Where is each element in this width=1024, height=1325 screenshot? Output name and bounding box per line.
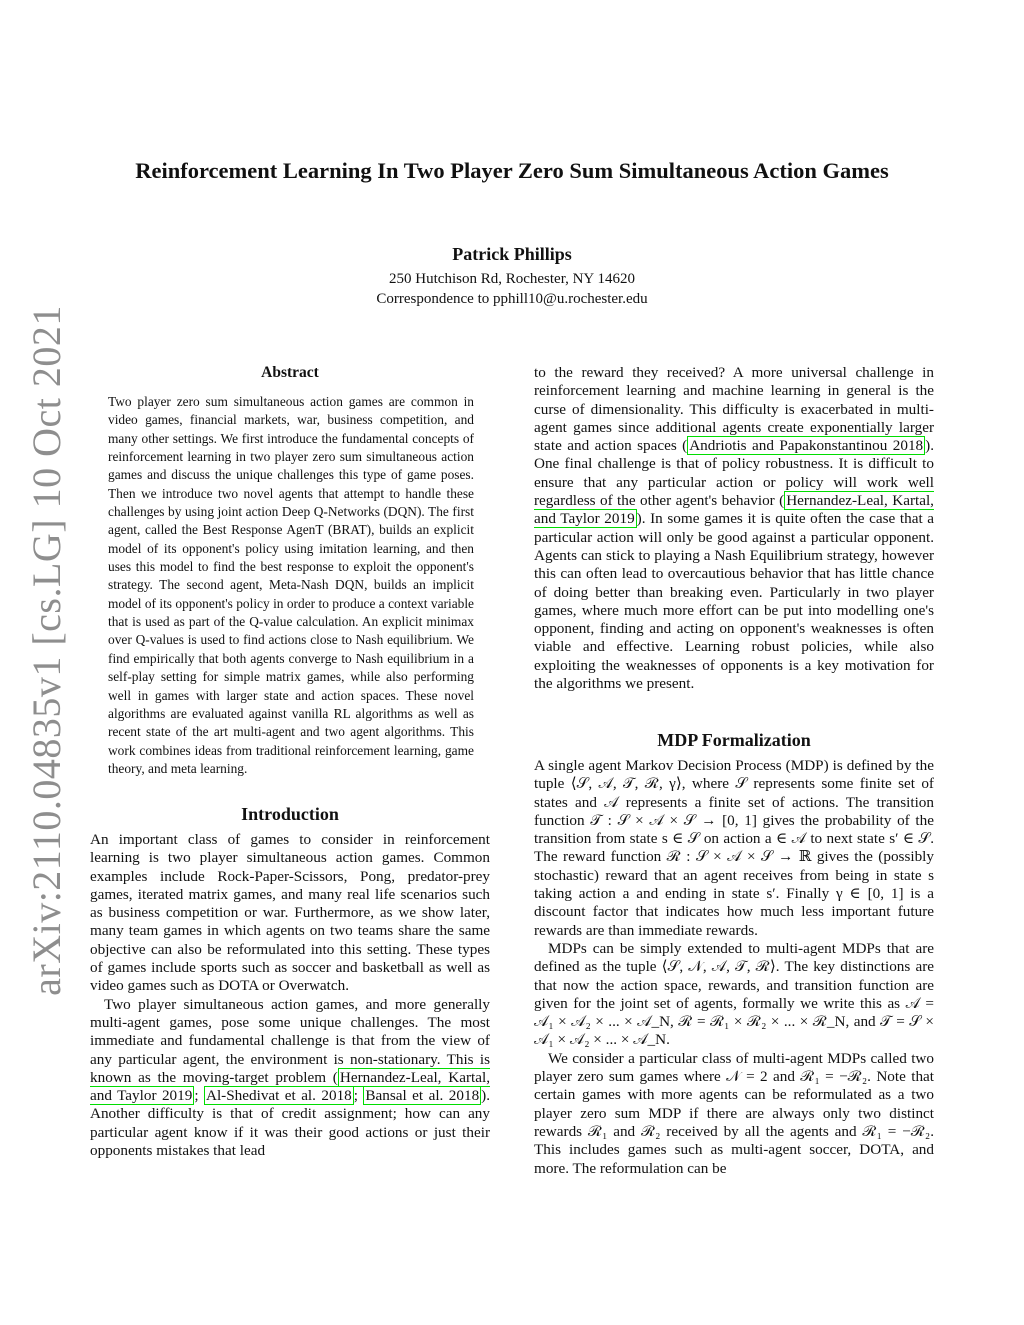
continued-text-b: ). One final challenge is that of policy robustness. It is difficult to ensure that any particular action or policy will work well regardless of the other agent's behavior ( <box>534 437 934 510</box>
abstract-text <box>108 393 474 778</box>
paper-title: Reinforcement Learning In Two Player Zero Sum Simultaneous Action Games <box>135 158 889 183</box>
author-address: 250 Hutchison Rd, Rochester, NY 14620 <box>389 271 635 287</box>
intro-paragraph-1: An important class of games to consider in reinforcement learning is two player simultaneous action games. Common examples include Rock-Paper-Scissors, Pong, predator-prey games, iterated matrix games, and many real life scenarios such as business competition or war. Furthermore, as we show later, many team games in which agents on two teams share the same objective can also be reformulated into this setting. These types of games include sports such as soccer and basketball as well as video games such as DOTA or Overwatch. <box>90 831 490 995</box>
mdp-paragraph-2: MDPs can be simply extended to multi-agent MDPs that are defined as the tuple ⟨𝒮, 𝒩, 𝒜, 𝒯, ℛ⟩. The key distinctions are that now the action space, rewards, and transition function are given for the joint set of agents, formally we write this as 𝒜 = 𝒜₁ × 𝒜₂ × ... × 𝒜_N, ℛ = ℛ₁ × ℛ₂ × ... × ℛ_N, and 𝒯 = 𝒮 × 𝒜₁ × 𝒜₂ × ... × 𝒜_N. <box>534 939 934 1049</box>
citation-authors[interactable]: Bansal et al. <box>365 1087 444 1105</box>
citation-separator: ; <box>353 1087 364 1105</box>
citation-year[interactable]: 2018 <box>892 437 924 455</box>
citation-year[interactable]: 2018 <box>448 1087 480 1105</box>
intro-paragraph-2 <box>90 996 490 1161</box>
citation-authors[interactable]: Hernandez-Leal, Kartal, and Taylor <box>90 1068 490 1105</box>
right-column-intro-continued <box>534 364 934 693</box>
author-correspondence: Correspondence to pphill10@u.rochester.edu <box>376 291 648 307</box>
abstract-paragraph: Two player zero sum simultaneous action games are common in video games, financial markets, war, business competition, and many other settings. We first introduce the fundamental concepts of reinforcement learning in two player zero sum simultaneous action games and discuss the unique challenges this type of game poses. Then we introduce two novel agents that attempt to handle these challenges by using joint action Deep Q-Networks (DQN). The first agent, called the Best Response AgenT (BRAT), builds an explicit model of its opponent's policy using imitation learning, and then uses this model to find the best response to exploit the opponent's strategy. The second agent, Meta-Nash DQN, builds an implicit model of its opponent's policy in order to produce a context variable that is used as part of the Q-value calculation. An explicit minimax over Q-values is used to find actions close to Nash equilibrium. We find empirically that both agents converge to Nash equilibrium in a self-play setting for simple matrix games, while also performing well in games with larger state and action spaces. These novel algorithms are evaluated against vanilla RL algorithms as well as recent state of the art multi-agent and two agent algorithms. This work combines ideas from traditional reinforcement learning, game theory, and meta learning. <box>108 394 474 776</box>
mdp-paragraph-1: A single agent Markov Decision Process (MDP) is defined by the tuple ⟨𝒮, 𝒜, 𝒯, ℛ, γ⟩, where 𝒮 represents some finite set of states and 𝒜 represents a finite set of actions. The transition function 𝒯 : 𝒮 × 𝒜 × 𝒮 → [0, 1] gives the probability of the transition from state s ∈ 𝒮 on action a ∈ 𝒜 to next state s′ ∈ 𝒮. The reward function ℛ : 𝒮 × 𝒜 × 𝒮 → ℝ gives the (possibly stochastic) reward that an agent receives from being in state s taking action a and ending in state s′. Finally γ ∈ [0, 1] is a discount factor that indicates how much less important future rewards are than immediate rewards. <box>534 757 934 939</box>
author-name: Patrick Phillips <box>452 244 572 264</box>
arxiv-identifier[interactable]: arXiv:2110.04835v1 [cs.LG] 10 Oct 2021 <box>23 304 69 996</box>
citation-authors[interactable]: Hernandez-Leal, Kartal, and Taylor <box>534 492 934 528</box>
intro-paragraph-continued <box>534 364 934 693</box>
introduction-body <box>90 831 490 1160</box>
citation-year[interactable]: 2018 <box>321 1087 352 1105</box>
continued-text-a: to the reward they received? A more universal challenge in reinforcement learning and machine learning in general is the curse of dimensionality. This difficulty is exacerbated in multi-agent games since additional agents create exponentially larger state and action spaces ( <box>534 364 934 455</box>
citation-authors[interactable]: Al-Shedivat et al. <box>205 1087 316 1105</box>
mdp-formalization-heading: MDP Formalization <box>657 730 811 750</box>
citation-year[interactable]: 2019 <box>161 1087 193 1105</box>
citation-andriotis[interactable] <box>687 436 925 455</box>
citation-authors[interactable]: Andriotis and Papakonstantinou <box>689 437 888 455</box>
continued-text-c: ). In some games it is quite often the case that a particular action will only be good against a particular opponent. Agents can stick to playing a Nash Equilibrium strategy, however this can often lead to overcautious behavior that has little chance of doing better than breaking even. Particularly in two player games, where much more effort can be put into modelling one's opponent, finding and acting on opponent's weaknesses is often viable and effective. Learning robust policies, while also exploiting the weaknesses of opponents is a key motivation for the algorithms we present. <box>534 510 935 693</box>
mdp-formalization-body <box>534 757 934 1178</box>
citation-year[interactable]: 2019 <box>604 510 635 528</box>
abstract-heading: Abstract <box>261 364 319 381</box>
mdp-paragraph-3: We consider a particular class of multi-agent MDPs called two player zero sum games where 𝒩 = 2 and ℛ₁ = −ℛ₂. Note that certain games with more agents can be reformulated as a two player zero sum MDP if there are always only two distinct rewards ℛ₁ and ℛ₂ received by all the agents and ℛ₁ = −ℛ₂. This includes games such as multi-agent soccer, DOTA, and more. The reformulation can be <box>534 1049 934 1177</box>
arxiv-side-banner <box>18 304 74 996</box>
intro-p2-text-a: Two player simultaneous action games, and more generally multi-agent games, pose some unique challenges. The most immediate and fundamental challenge is that from the view of any particular agent, the environment is non-stationary. This is known as the moving-target problem ( <box>90 995 490 1086</box>
introduction-heading: Introduction <box>241 804 339 824</box>
intro-p2-text-b: ). Another difficulty is that of credit assignment; how can any particular agent know if it was their good actions or just their opponents mistakes that lead <box>90 1087 491 1160</box>
citation-separator: ; <box>194 1087 204 1105</box>
citation-bansal[interactable] <box>363 1086 481 1105</box>
citation-al-shedivat[interactable] <box>204 1086 354 1105</box>
